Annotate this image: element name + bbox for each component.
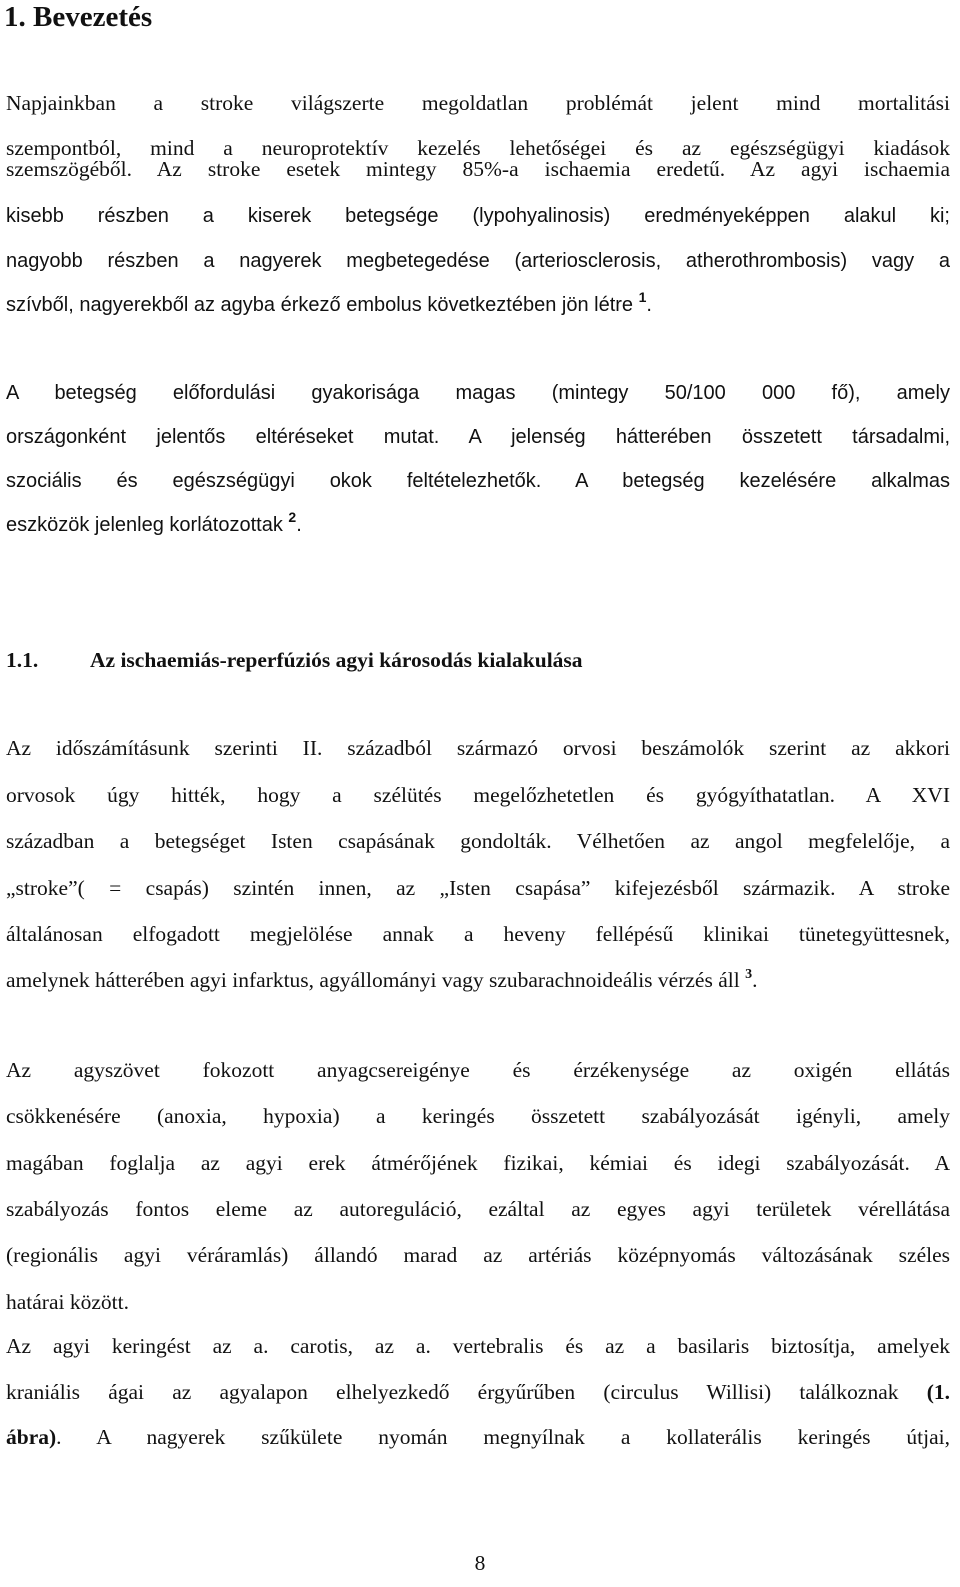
text-line: (regionális agyi véráramlás) állandó marad az artériás középnyomás változásának széles: [6, 1243, 950, 1267]
text-line: [6, 1422, 950, 1452]
reference-1: 1: [638, 289, 647, 305]
text-line: A betegség előfordulási gyakorisága magas (mintegy 50/100 000 fő), amely: [6, 382, 950, 404]
section-number: 1.1.: [6, 648, 39, 672]
text-line: orvosok úgy hitték, hogy a szélütés megelőzhetetlen és gyógyíthatatlan. A XVI: [6, 783, 950, 807]
reference-2: 2: [288, 509, 297, 525]
section-heading: [6, 645, 583, 675]
text-line: szabályozás fontos eleme az autoreguláció, ezáltal az egyes agyi területek vérellátása: [6, 1197, 950, 1221]
text-fragment: .: [752, 968, 758, 992]
figure-reference-part-1: (1.: [926, 1380, 951, 1404]
text-line: csökkenésére (anoxia, hypoxia) a keringés összetett szabályozását igényli, amely: [6, 1104, 950, 1128]
text-line: [6, 1377, 950, 1407]
text-line-last: határai között.: [6, 1290, 129, 1314]
text-line: általánosan elfogadott megjelölése annak a heveny fellépésű klinikai tünetegyüttesnek,: [6, 922, 950, 946]
text-fragment: .: [646, 294, 652, 316]
text-line: országonként jelentős eltéréseket mutat. A jelenség hátterében összetett társadalmi,: [6, 426, 950, 448]
text-line: „stroke”( = csapás) szintén innen, az „Isten csapása” kifejezésből származik. A stroke: [6, 876, 950, 900]
page-number: 8: [474, 1551, 486, 1575]
text-line: magában foglalja az agyi erek átmérőjének fizikai, kémiai és idegi szabályozását. A: [6, 1151, 950, 1175]
text-fragment: kraniális ágai az agyalapon elhelyezkedő érgyűrűben (circulus Willisi) találkoznak: [6, 1380, 899, 1404]
text-line: szempontból, mind a neuroprotektív kezelés lehetőségei és az egészségügyi kiadások: [6, 136, 950, 160]
figure-reference-part-2: ábra): [6, 1425, 57, 1449]
text-line: kisebb részben a kiserek betegsége (lypohyalinosis) eredményeképpen alakul ki;: [6, 205, 950, 227]
text-line: nagyobb részben a nagyerek megbetegedése (arteriosclerosis, atherothrombosis) vagy a: [6, 250, 950, 272]
chapter-heading: 1. Bevezetés: [4, 1, 153, 33]
section-title: Az ischaemiás-reperfúziós agyi károsodás kialakulása: [90, 648, 583, 672]
text-line: Az időszámításunk szerinti II. századból származó orvosi beszámolók szerint az akkori: [6, 736, 950, 760]
text-line-last: [6, 510, 950, 540]
text-line: Napjainkban a stroke világszerte megoldatlan problémát jelent mind mortalitási: [6, 91, 950, 115]
text-fragment: . A nagyerek szűkülete nyomán megnyílnak a kollaterális keringés útjai,: [56, 1425, 950, 1449]
reference-3: 3: [745, 967, 753, 982]
text-fragment: .: [296, 514, 302, 536]
text-line: Az agyi keringést az a. carotis, az a. vertebralis és az a basilaris biztosítja, amelyek: [6, 1334, 950, 1358]
text-line: szemszögéből. Az stroke esetek mintegy 85%-a ischaemia eredetű. Az agyi ischaemia: [6, 157, 950, 181]
text-fragment: szívből, nagyerekből az agyba érkező embolus következtében jön létre: [6, 294, 634, 316]
text-line: Az agyszövet fokozott anyagcsereigénye és érzékenysége az oxigén ellátás: [6, 1058, 950, 1082]
text-fragment: amelynek hátterében agyi infarktus, agyállományi vagy szubarachnoideális vérzés áll: [6, 968, 740, 992]
text-line: században a betegséget Isten csapásának gondolták. Vélhetően az angol megfelelője, a: [6, 829, 950, 853]
text-line: szociális és egészségügyi okok feltételezhetők. A betegség kezelésére alkalmas: [6, 470, 950, 492]
text-line-last: [6, 290, 950, 320]
text-fragment: eszközök jelenleg korlátozottak: [6, 514, 283, 536]
text-line-last: [6, 965, 950, 995]
